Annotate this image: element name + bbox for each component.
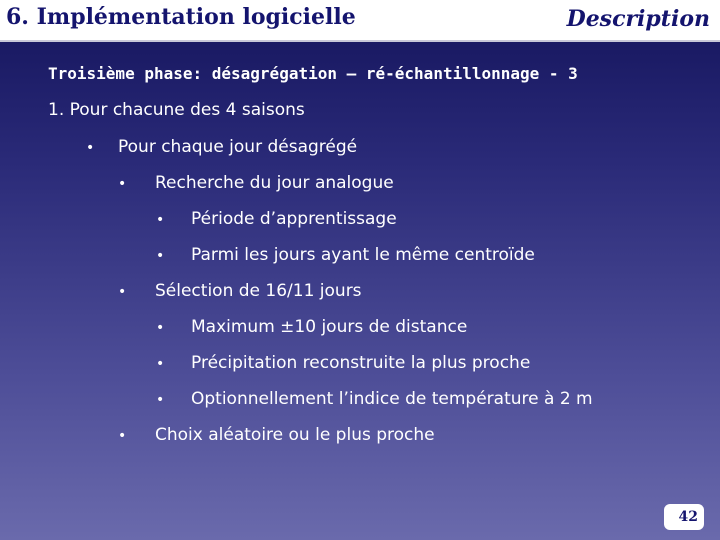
bullet-icon: • xyxy=(156,248,165,264)
bullet-icon: • xyxy=(156,212,165,228)
list-item-level3: Précipitation reconstruite la plus proche xyxy=(191,353,531,373)
bullet-icon: • xyxy=(118,428,127,444)
bullet-icon: • xyxy=(118,176,127,192)
numbered-item-1: 1. Pour chacune des 4 saisons xyxy=(48,100,305,120)
list-item-level1: Pour chaque jour désagrégé xyxy=(118,137,358,157)
bullet-icon: • xyxy=(156,392,165,408)
list-item-level3: Parmi les jours ayant le même centroïde xyxy=(191,245,535,265)
page-number: 42 xyxy=(664,504,704,530)
phase-title: Troisième phase: désagrégation – ré-échantillonnage - 3 xyxy=(48,64,578,83)
list-item-level2: Recherche du jour analogue xyxy=(155,173,394,193)
list-item-level3: Période d’apprentissage xyxy=(191,209,397,229)
bullet-icon: • xyxy=(156,320,165,336)
bullet-icon: • xyxy=(86,140,95,156)
bullet-icon: • xyxy=(118,284,127,300)
header-bar xyxy=(0,0,720,42)
slide-section-title: 6. Implémentation logicielle xyxy=(6,4,356,30)
slide-section-subtitle: Description xyxy=(566,6,710,32)
bullet-icon: • xyxy=(156,356,165,372)
list-item-level2: Sélection de 16/11 jours xyxy=(155,281,362,301)
list-item-level3: Optionnellement l’indice de température à 2 m xyxy=(191,389,593,409)
list-item-level2: Choix aléatoire ou le plus proche xyxy=(155,425,435,445)
list-item-level3: Maximum ±10 jours de distance xyxy=(191,317,468,337)
